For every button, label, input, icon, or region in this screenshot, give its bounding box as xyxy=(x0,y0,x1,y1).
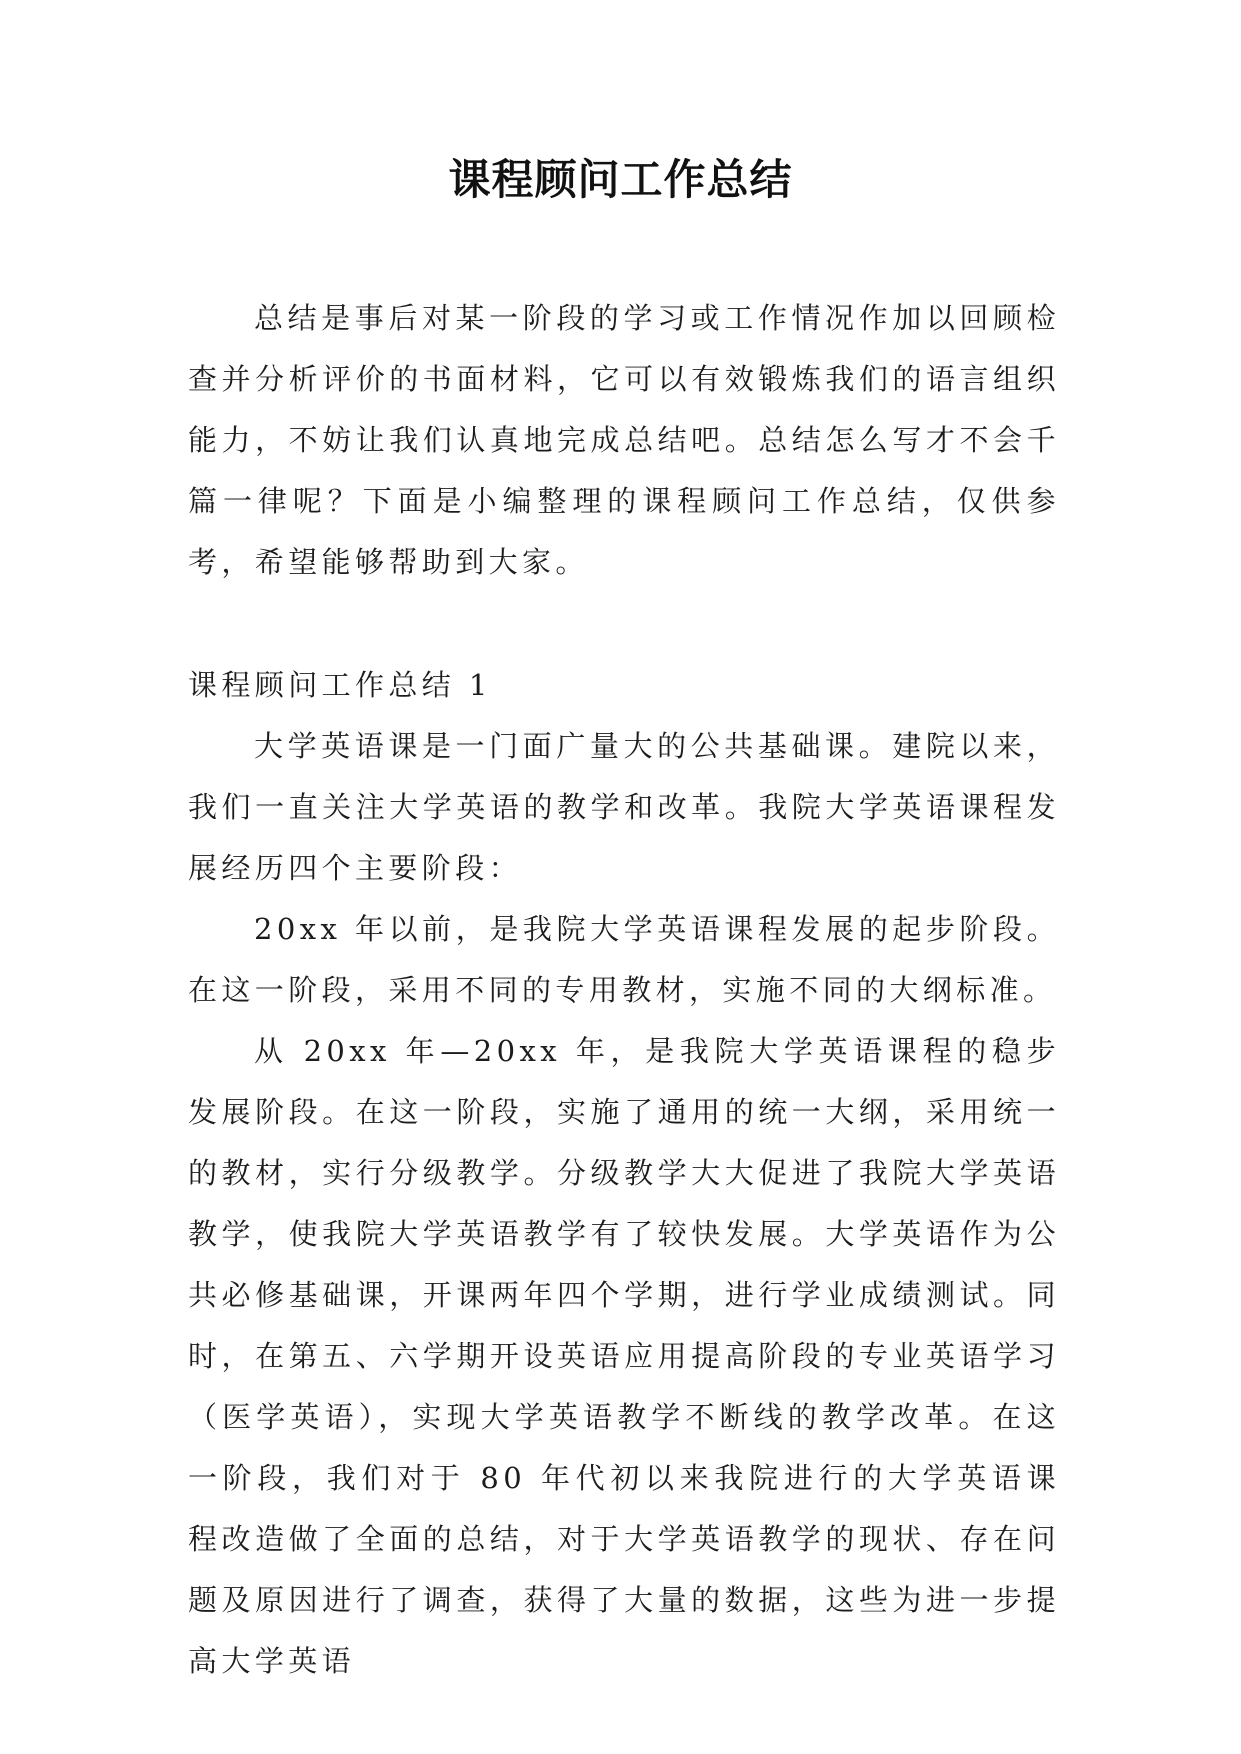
intro-paragraph: 总结是事后对某一阶段的学习或工作情况作加以回顾检查并分析评价的书面材料，它可以有效锻炼我们的语言组织能力，不妨让我们认真地完成总结吧。总结怎么写才不会千篇一律呢？下面是小编整理的课程顾问工作总结，仅供参考，希望能够帮助到大家。 xyxy=(188,301,1060,579)
document-title: 课程顾问工作总结 xyxy=(448,155,793,204)
document-body xyxy=(188,288,1060,1692)
section-heading: 课程顾问工作总结 1 xyxy=(188,668,492,702)
body-paragraph: 大学英语课是一门面广量大的公共基础课。建院以来，我们一直关注大学英语的教学和改革。我院大学英语课程发展经历四个主要阶段： xyxy=(188,729,1060,885)
body-paragraph: 从 20xx 年—20xx 年，是我院大学英语课程的稳步发展阶段。在这一阶段，实施了通用的统一大纲，采用统一的教材，实行分级教学。分级教学大大促进了我院大学英语教学，使我院大学英语教学有了较快发展。大学英语作为公共必修基础课，开课两年四个学期，进行学业成绩测试。同时，在第五、六学期开设英语应用提高阶段的专业英语学习（医学英语），实现大学英语教学不断线的教学改革。在这一阶段，我们对于 80 年代初以来我院进行的大学英语课程改造做了全面的总结，对于大学英语教学的现状、存在问题及原因进行了调查，获得了大量的数据，这些为进一步提高大学英语 xyxy=(188,1034,1060,1678)
body-paragraph: 20xx 年以前，是我院大学英语课程发展的起步阶段。在这一阶段，采用不同的专用教材，实施不同的大纲标准。 xyxy=(188,912,1060,1007)
